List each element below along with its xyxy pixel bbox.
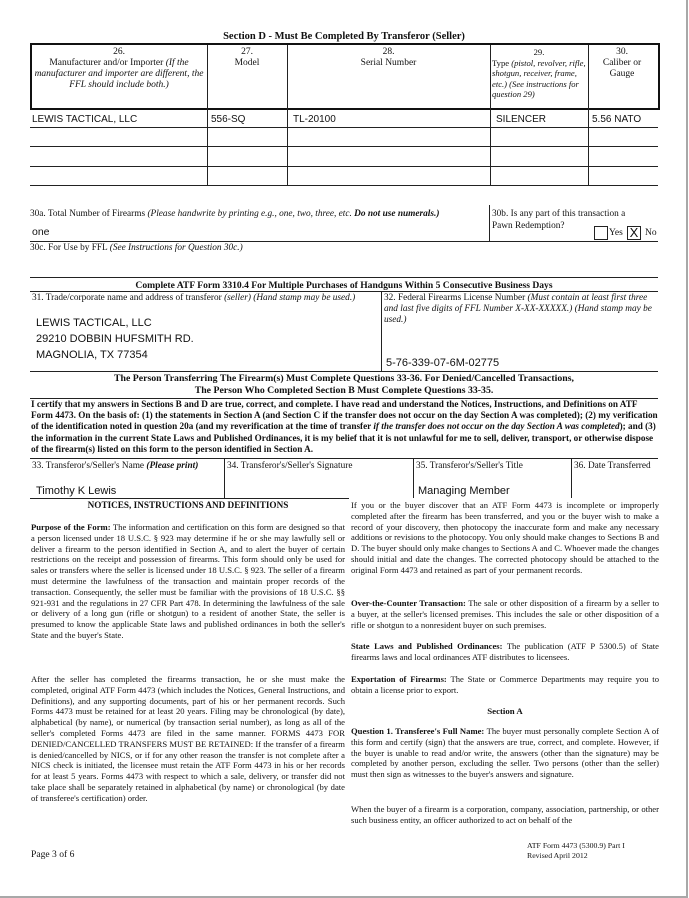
row1-manufacturer[interactable]: LEWIS TACTICAL, LLC — [32, 114, 138, 125]
q36-label: 36. Date Transferred — [574, 461, 651, 471]
col30-header — [590, 47, 654, 80]
certification-text: I certify that my answers in Sections B and D are true, correct, and complete. I have read and understand the Notices, Instructions, and Definitions on ATF Form 4473. On the basis of: (1) the statements in Section A (and Section C if the transfer does not occur on the day Section A was completed); (2) my verification of the identification noted in question 20a (and my reverification at the time of transfer if the transfer does not occur on the day Section A was completed); and (3) the information in the current State Laws and Published Ordinances, it is my belief that it is not unlawful for me to sell, deliver, transport, or otherwise dispose of the firearm(s) listed on this form to the person identified in Section A. — [31, 399, 658, 454]
q31-label: 31. Trade/corporate name and address of transferor (seller) (Hand stamp may be used.) — [32, 293, 356, 303]
q30c-label: 30c. For Use by FFL (See Instructions for Question 30c.) — [30, 243, 243, 253]
q33-label: 33. Transferor's/Seller's Name (Please print) — [32, 461, 199, 471]
col26-number: 26. — [113, 47, 125, 57]
q32-ffl-number[interactable]: 5-76-339-07-6M-02775 — [386, 357, 500, 369]
q31-line2: 29210 DOBBIN HUFSMITH RD. — [36, 333, 194, 345]
col29-note: (pistol, revolver, rifle, shotgun, receiver, frame, etc.) (See instructions for question 29) — [492, 57, 586, 99]
state-laws-paragraph: State Laws and Published Ordinances: The publication (ATF P 5300.5) of State firearms laws and local ordinances ATF distributes to licensees. — [351, 641, 659, 662]
col26-header — [34, 47, 204, 91]
q31-line3: MAGNOLIA, TX 77354 — [36, 349, 148, 361]
over-the-counter-paragraph: Over-the-Counter Transaction: The sale or other disposition of a firearm by a seller to a buyer, at the seller's licensed premises. This includes the sale or other disposition of a rifle or shotgun to a nonresident buyer on such premises. — [351, 598, 660, 630]
purpose-paragraph: Purpose of the Form: The information and certification on this form are designed so that a person licensed under 18 U.S.C. § 923 may determine if he or she may lawfully sell or deliver a firearm to the person identified in Section A, and to alert the buyer of certain restrictions on the receipt and possession of firearms. This form should only be used for sales or transfers where the seller is licensed under 18 U.S.C. § 923. The seller of a firearm must determine the lawfulness of the transaction and maintain proper records of the transaction. Consequently, the seller must be familiar with the provisions of 18 U.S.C. §§ 921-931 and the regulations in 27 CFR Part 478. In determining the lawfulness of the sale or delivery of a long gun (rifle or shotgun) to a resident of another State, the seller is presumed to know the applicable State laws and published ordinances in both the seller's State and the buyer's State. — [31, 522, 345, 640]
col28-label: Serial Number — [360, 58, 417, 68]
q30b-no-label: No — [645, 228, 657, 238]
col29-header — [492, 47, 586, 100]
col29-label: Type — [492, 57, 510, 68]
col28-number: 28. — [382, 47, 395, 57]
q35-label: 35. Transferor's/Seller's Title — [416, 461, 523, 471]
notices-title: NOTICES, INSTRUCTIONS AND DEFINITIONS — [87, 500, 289, 510]
col27-label: Model — [234, 58, 260, 68]
retention-paragraph: After the seller has completed the firearms transaction, he or she must make the completed, original ATF Form 4473 (which includes the Notices, General Instructions, and Definitions), and any supporting documents, part of his or her permanent records. Such Forms 4473 must be retained for at least 20 years. Filing may be chronological (by date), alphabetical (by name), or numerical (by transaction serial number), as long as all of the seller's completed Forms 4473 are filed in the same manner. FORMS 4473 FOR DENIED/CANCELLED TRANSFERS MUST BE RETAINED: If the transfer of a firearm is denied/cancelled by NICS, or if for any other reason the transfer is not complete after a NICS check is initiated, the licensee must retain the ATF Form 4473 in his or her records for at least 5 years. Forms 4473 with respect to which a sale, delivery, or transfer did not take place shall be separately retained in alphabetical (by name) or chronological (by date of transferee's certification) order. — [31, 674, 345, 803]
form-3310-notice: Complete ATF Form 3310.4 For Multiple Purchases of Handguns Within 5 Consecutive Business Days — [135, 280, 553, 291]
form-revision: ATF Form 4473 (5300.9) Part I Revised April 2012 — [527, 841, 625, 860]
row1-model[interactable]: 556-SQ — [211, 114, 246, 125]
q30a-label: 30a. Total Number of Firearms (Please handwrite by printing e.g., one, two, three, etc. Do not use numerals.) — [30, 209, 440, 219]
persons-transferring-notice: The Person Transferring The Firearm(s) Must Complete Questions 33-36. For Denied/Cancelled Transactions, The Person Who Completed Section B Must Complete Questions 33-35. — [114, 373, 574, 396]
col28-header — [289, 47, 488, 69]
row1-type[interactable]: SILENCER — [496, 114, 547, 125]
q30b-yes-checkbox[interactable] — [594, 226, 608, 240]
exportation-paragraph: Exportation of Firearms: The State or Commerce Departments may require you to obtain a license prior to export. — [351, 674, 659, 695]
col27-header — [209, 47, 285, 69]
col30-number: 30. — [616, 47, 628, 57]
row1-serial[interactable]: TL-20100 — [293, 114, 336, 125]
col26-label: Manufacturer and/or Importer — [49, 58, 164, 68]
page-number: Page 3 of 6 — [31, 849, 75, 860]
q35-seller-title[interactable]: Managing Member — [418, 485, 510, 497]
col26-note: (If the manufacturer and importer are different, the FFL should include both.) — [34, 58, 204, 90]
q32-label: 32. Federal Firearms License Number (Must contain at least first three and last five digits of FFL Number X-XX-XXXXX.) (Hand stamp may be used.) — [384, 293, 652, 325]
section-a-heading: Section A — [487, 706, 523, 716]
q31-line1: LEWIS TACTICAL, LLC — [36, 317, 152, 329]
col27-number: 27. — [241, 47, 253, 57]
q36-date-field[interactable] — [573, 472, 658, 496]
q34-label: 34. Transferor's/Seller's Signature — [227, 461, 353, 471]
q34-signature-field[interactable] — [226, 472, 411, 496]
q31-address[interactable] — [36, 315, 194, 363]
q30a-total-firearms-value[interactable]: one — [32, 226, 50, 238]
incomplete-form-paragraph: If you or the buyer discover that an ATF Form 4473 is incomplete or improperly completed after the firearm has been transferred, and you or the buyer wish to make a record of your discovery, then photocopy the inaccurate form and make any necessary additions or revisions to the photocopy. You only should make changes to Sections B and D. The buyer should only make changes to Sections A and C. Whoever made the changes should initial and date the changes. The corrected photocopy should be attached to the original Form 4473 and retained as part of your permanent records. — [351, 500, 659, 575]
q30b-no-checkbox[interactable]: X — [627, 226, 641, 240]
question1-paragraph: Question 1. Transferee's Full Name: The buyer must personally complete Section A of this form and certify (sign) that the answers are true, correct, and complete. However, if the buyer is unable to read and/or write, the answers (other than the signature) may be completed by another person, excluding the seller. Two persons (other than the seller) must then sign as witnesses to the buyer's answers and signature. — [351, 726, 659, 780]
q33-seller-name[interactable]: Timothy K Lewis — [36, 485, 117, 497]
q30b-label: 30b. Is any part of this transaction a Pawn Redemption? — [492, 209, 626, 231]
section-d-title: Section D - Must Be Completed By Transferor (Seller) — [223, 31, 465, 42]
col30-label: Caliber or Gauge — [602, 58, 642, 79]
col29-number: 29. — [533, 47, 545, 57]
corporation-paragraph: When the buyer of a firearm is a corporation, company, association, partnership, or other such business entity, an officer authorized to act on behalf of the — [351, 804, 659, 825]
row1-caliber[interactable]: 5.56 NATO — [592, 114, 642, 125]
q30b-yes-label: Yes — [609, 228, 623, 238]
